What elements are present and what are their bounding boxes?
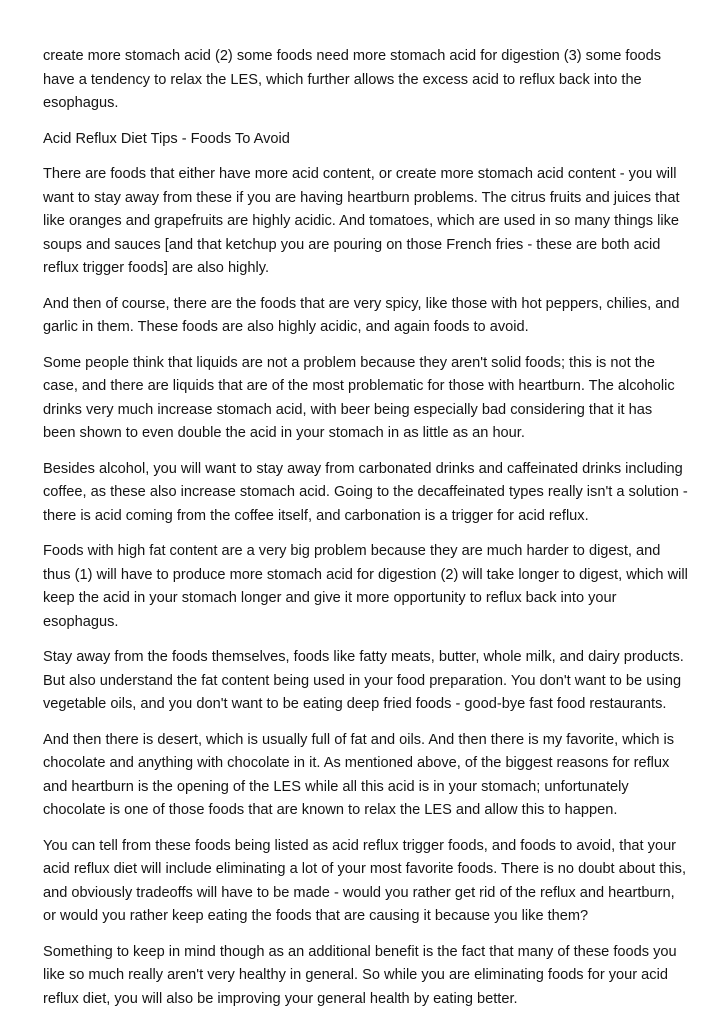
paragraph-liquids: Some people think that liquids are not a problem because they aren't solid foods; this is not the case, and there are liquids that are of the most problematic for those with heartburn. The alcoholic drinks very much increase stomach acid, with beer being especially bad considering that it has been shown to even double the acid in your stomach in as little as an hour.: [43, 354, 675, 441]
paragraph-desert-chocolate: And then there is desert, which is usually full of fat and oils. And then there is my favorite, which is chocolate and anything with chocolate in it. As mentioned above, of the biggest reasons for reflux and heartburn is the opening of the LES while all this acid is in your stomach; unfortunately chocolate is one of those foods that are known to relax the LES and allow this to happen.: [43, 731, 675, 818]
paragraph-health-benefit: Something to keep in mind though as an additional benefit is the fact that many of these foods you like so much really aren't very healthy in general. So while you are eliminating foods for your acid reflux diet, you will also be improving your general health by eating better.: [43, 943, 677, 1007]
paragraph-intro-continuation: create more stomach acid (2) some foods need more stomach acid for digestion (3) some foods have a tendency to relax the LES, which further allows the excess acid to reflux back into the esophagus.: [43, 48, 662, 111]
paragraph-tradeoffs: You can tell from these foods being listed as acid reflux trigger foods, and foods to avoid, that your acid reflux diet will include eliminating a lot of your most favorite foods. There is no doubt about this, and obviously tradeoffs will have to be made - would you rather get rid of the reflux and heartburn, or would you rather keep eating the foods that are causing it because you like them?: [43, 837, 687, 924]
document-page: [43, 45, 688, 1023]
paragraph-fatty-foods: Stay away from the foods themselves, foods like fatty meats, butter, whole milk, and dairy products. But also understand the fat content being used in your food preparation. You don't want to be using vegetable oils, and you don't want to be eating deep fried foods - good-bye fast food restaurants.: [43, 649, 684, 712]
paragraph-carbonated-drinks: Besides alcohol, you will want to stay away from carbonated drinks and caffeinated drinks including coffee, as these also increase stomach acid. Going to the decaffeinated types really isn't a solution - there is acid coming from the coffee itself, and carbonation is a trigger for acid reflux.: [43, 460, 688, 524]
paragraph-spicy-foods: And then of course, there are the foods that are very spicy, like those with hot peppers, chilies, and garlic in them. These foods are also highly acidic, and again foods to avoid.: [43, 295, 680, 335]
section-heading: Acid Reflux Diet Tips - Foods To Avoid: [43, 130, 290, 147]
paragraph-high-fat: Foods with high fat content are a very big problem because they are much harder to digest, and thus (1) will have to produce more stomach acid for digestion (2) will take longer to digest, which will keep the acid in your stomach longer and give it more opportunity to reflux back into your esophagus.: [43, 543, 688, 630]
paragraph-acidic-foods: There are foods that either have more acid content, or create more stomach acid content - you will want to stay away from these if you are having heartburn problems. The citrus fruits and juices that like oranges and grapefruits are highly acidic. And tomatoes, which are used in so many things like soups and sauces [and that ketchup you are pouring on those French fries - these are both acid reflux trigger foods] are also highly.: [43, 166, 680, 276]
